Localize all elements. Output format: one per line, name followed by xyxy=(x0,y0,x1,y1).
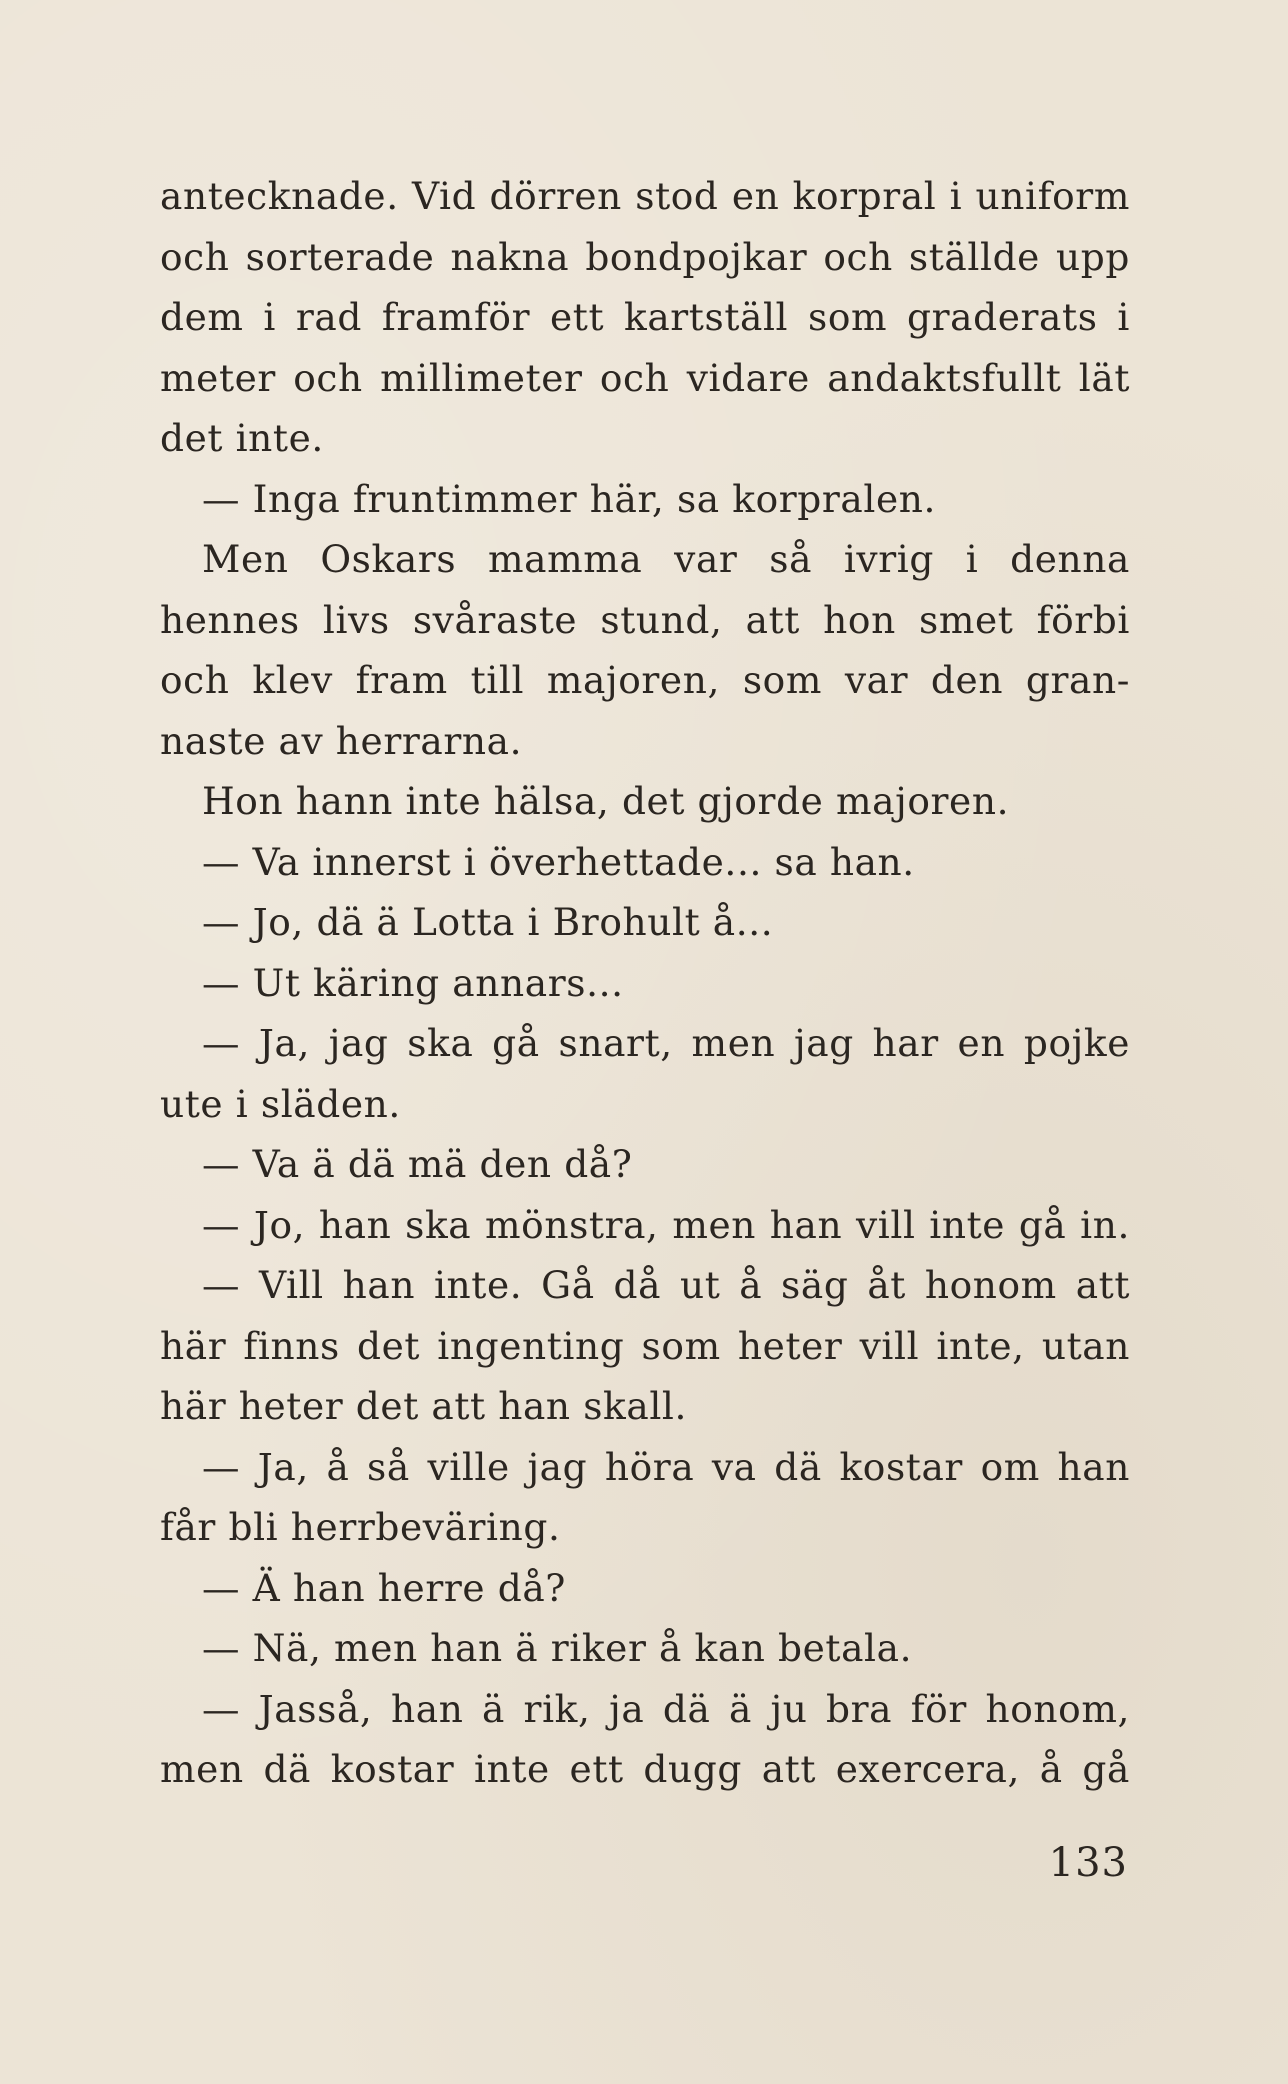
text-line: — Jo, han ska mönstra, men han vill inte gå in. xyxy=(202,1202,1130,1247)
text-line: här finns det ingenting som heter vill inte, utan xyxy=(160,1323,1130,1368)
text-line: — Va innerst i överhettade... sa han. xyxy=(202,839,915,884)
text-line: Hon hann inte hälsa, det gjorde majoren. xyxy=(202,779,1010,823)
page-number: 133 xyxy=(1048,1840,1128,1886)
text-line: naste av herrarna. xyxy=(160,718,523,763)
text-line: — Nä, men han ä riker å kan betala. xyxy=(202,1626,913,1670)
text-line: — Inga fruntimmer här, sa korpralen. xyxy=(202,476,937,521)
text-line: får bli herrbeväring. xyxy=(160,1505,561,1549)
text-line: här heter det att han skall. xyxy=(160,1384,688,1428)
text-line: men dä kostar inte ett dugg att exercera, å gå xyxy=(160,1747,1130,1791)
text-line: det inte. xyxy=(160,416,324,460)
text-line: hennes livs svåraste stund, att hon smet förbi xyxy=(160,597,1130,642)
text-line: ute i släden. xyxy=(160,1081,401,1126)
text-line: — Jo, dä ä Lotta i Brohult å... xyxy=(202,900,774,944)
text-line: antecknade. Vid dörren stod en korpral i uniform xyxy=(160,174,1130,218)
text-line: — Va ä dä mä den då? xyxy=(202,1142,633,1186)
text-line: och klev fram till majoren, som var den gran- xyxy=(160,658,1130,702)
text-line: — Ut käring annars... xyxy=(202,960,624,1005)
text-line: — Jasså, han ä rik, ja dä ä ju bra för honom, xyxy=(202,1686,1130,1731)
text-line: — Ä han herre då? xyxy=(202,1565,566,1610)
text-line: och sorterade nakna bondpojkar och ställde upp xyxy=(160,234,1130,279)
text-line: Men Oskars mamma var så ivrig i denna xyxy=(202,537,1130,581)
text-line: meter och millimeter och vidare andaktsfullt lät xyxy=(160,355,1130,400)
body-text xyxy=(160,166,1130,1800)
text-line: — Ja, jag ska gå snart, men jag har en pojke xyxy=(202,1021,1130,1065)
text-line: dem i rad framför ett kartställ som graderats i xyxy=(160,295,1130,339)
text-line: — Ja, å så ville jag höra va dä kostar om han xyxy=(202,1444,1130,1489)
text-line: — Vill han inte. Gå då ut å säg åt honom att xyxy=(202,1263,1130,1307)
